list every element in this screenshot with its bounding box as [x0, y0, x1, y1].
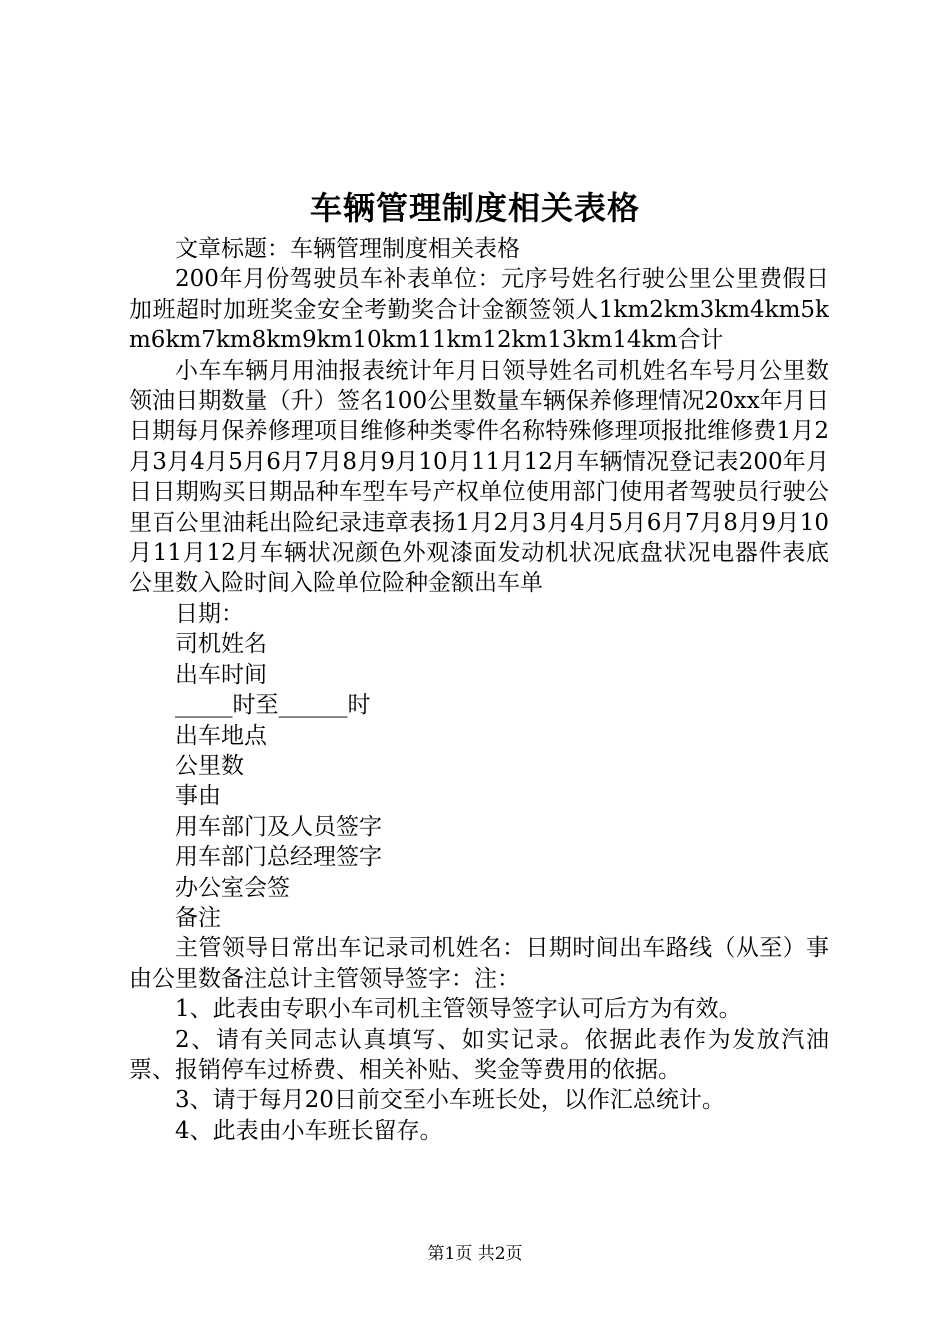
form-field-departure-time: 出车时间 — [175, 661, 267, 688]
note-item-2: 2、请有关同志认真填写、如实记录。依据此表作为发放汽油票、报销停车过桥费、相关补贴、奖金等费用的依据。 — [129, 1026, 829, 1083]
leader-trip-record-text: 主管领导日常出车记录司机姓名：日期时间出车路线（从至）事由公里数备注总计主管领导签字：注： — [129, 935, 829, 992]
form-field-date: 日期： — [175, 600, 244, 627]
document-title: 车辆管理制度相关表格 — [309, 189, 640, 227]
page-footer: 第1页 共2页 — [427, 1244, 523, 1264]
article-title-line: 文章标题：车辆管理制度相关表格 — [175, 236, 520, 262]
form-field-departure-location: 出车地点 — [175, 722, 267, 749]
driver-allowance-table-text: 200年月份驾驶员车补表单位：元序号姓名行驶公里公里费假日加班超时加班奖金安全考勤奖合计金额签领人1km2km3km4km5km6km7km8km9km10km11km12km13km14km合计 — [129, 266, 829, 354]
form-field-driver-name: 司机姓名 — [175, 631, 267, 658]
form-field-reason: 事由 — [175, 783, 221, 810]
note-item-4: 4、此表由小车班长留存。 — [175, 1117, 443, 1144]
note-item-1: 1、此表由专职小车司机主管领导签字认可后方为有效。 — [175, 996, 742, 1023]
note-item-3: 3、请于每月20日前交至小车班长处，以作汇总统计。 — [175, 1087, 725, 1114]
form-field-remarks: 备注 — [175, 904, 221, 931]
form-field-mileage: 公里数 — [175, 752, 244, 779]
vehicle-fuel-report-text: 小车车辆月用油报表统计年月日领导姓名司机姓名车号月公里数领油日期数量（升）签名100公里数量车辆保养修理情况20xx年月日日期每月保养修理项目维修种类零件名称特殊修理项报批维修费1月2月3月4月5月6月7月8月9月10月11月12月车辆情况登记表200年月日日期购买日期品种车型车号产权单位使用部门使用者驾驶员行驶公里百公里油耗出险纪录违章表扬1月2月3月4月5月6月7月8月9月10月11月12月车辆状况颜色外观漆面发动机状况底盘状况电器件表底公里数入险时间入险单位险种金额出车单 — [129, 357, 829, 597]
form-field-manager-signature: 用车部门总经理签字 — [175, 844, 382, 871]
form-field-time-range: _____时至______时 — [175, 692, 371, 719]
form-field-dept-signature: 用车部门及人员签字 — [175, 813, 382, 840]
document-body — [129, 234, 829, 1146]
form-field-office-countersign: 办公室会签 — [175, 874, 290, 901]
